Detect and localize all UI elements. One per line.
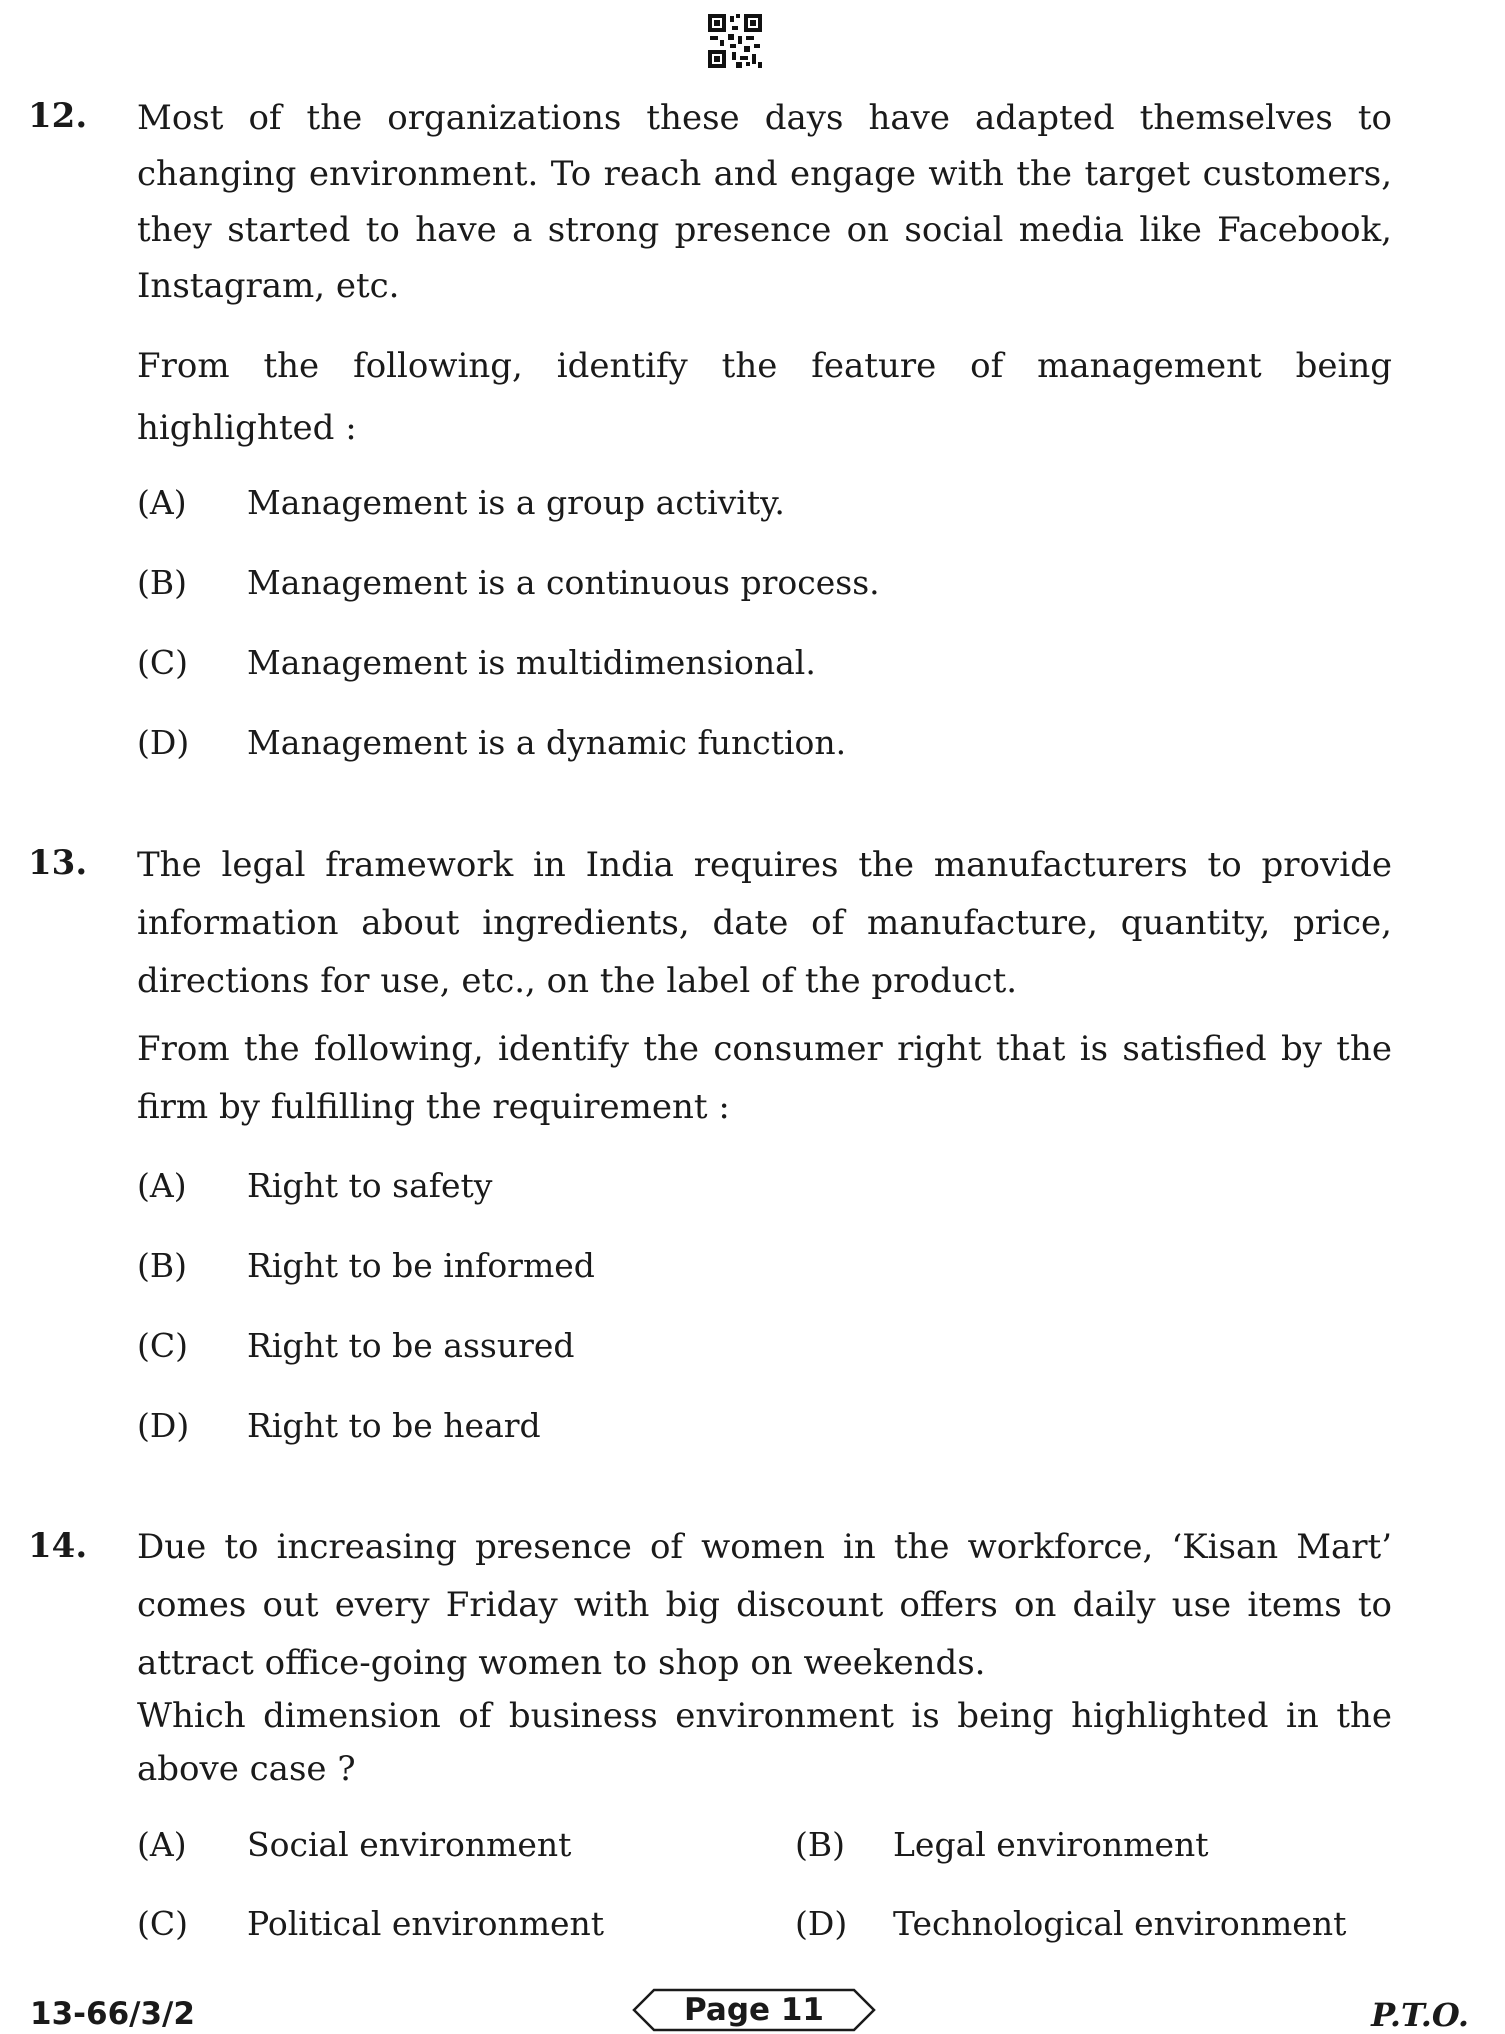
question-13-option-c: Right to be assured <box>247 1326 575 1365</box>
question-13-option-d: Right to be heard <box>247 1406 541 1445</box>
question-13-stem: The legal framework in India requires the manufacturers to provide information about ingredients, date of manufacture, quantity, price, directions for use, etc., on the label of the product. <box>137 845 1392 1001</box>
question-13-option-c-letter: (C) <box>137 1326 188 1365</box>
question-12-option-a-letter: (A) <box>137 483 187 522</box>
question-14-option-b-letter: (B) <box>795 1825 845 1864</box>
question-12-option-c-letter: (C) <box>137 643 188 682</box>
question-12-option-d: Management is a dynamic function. <box>247 723 847 762</box>
question-14-prompt: Which dimension of business environment is being highlighted in the above case ? <box>137 1696 1392 1789</box>
question-13-prompt: From the following, identify the consumer right that is satisfied by the firm by fulfilling the requirement : <box>137 1029 1392 1127</box>
question-14-option-d-letter: (D) <box>795 1904 848 1943</box>
question-13-option-a-letter: (A) <box>137 1166 187 1205</box>
question-14-option-a: Social environment <box>247 1825 572 1864</box>
page-number-box <box>632 1988 876 2032</box>
question-12-option-b-letter: (B) <box>137 563 187 602</box>
question-13-number: 13. <box>28 843 88 883</box>
question-12-option-c: Management is multidimensional. <box>247 643 816 682</box>
question-13-option-a: Right to safety <box>247 1166 493 1205</box>
paper-code: 13-66/3/2 <box>30 1996 195 2032</box>
question-12-stem: Most of the organizations these days have adapted themselves to changing environment. To reach and engage with the target customers, they started to have a strong presence on social media like Facebook, Instagram, etc. <box>137 98 1392 306</box>
question-14-number: 14. <box>28 1526 88 1566</box>
question-13-option-d-letter: (D) <box>137 1406 190 1445</box>
question-13-option-b-letter: (B) <box>137 1246 187 1285</box>
please-turn-over: P.T.O. <box>1371 1996 1469 2034</box>
question-12-option-b: Management is a continuous process. <box>247 563 880 602</box>
question-14-stem: Due to increasing presence of women in the workforce, ‘Kisan Mart’ comes out every Friday with big discount offers on daily use items to attract office-going women to shop on weekends. <box>137 1527 1392 1683</box>
qr-code-icon <box>708 14 762 68</box>
question-12-option-a: Management is a group activity. <box>247 483 785 522</box>
question-14-option-b: Legal environment <box>893 1825 1209 1864</box>
question-14-option-c: Political environment <box>247 1904 605 1943</box>
question-14-option-c-letter: (C) <box>137 1904 188 1943</box>
question-14-option-d: Technological environment <box>893 1904 1347 1943</box>
page-number: Page 11 <box>684 1992 824 2028</box>
question-12-number: 12. <box>28 96 88 136</box>
question-12-prompt: From the following, identify the feature of management being highlighted : <box>137 346 1392 448</box>
question-13-option-b: Right to be informed <box>247 1246 595 1285</box>
question-14-option-a-letter: (A) <box>137 1825 187 1864</box>
question-12-option-d-letter: (D) <box>137 723 190 762</box>
